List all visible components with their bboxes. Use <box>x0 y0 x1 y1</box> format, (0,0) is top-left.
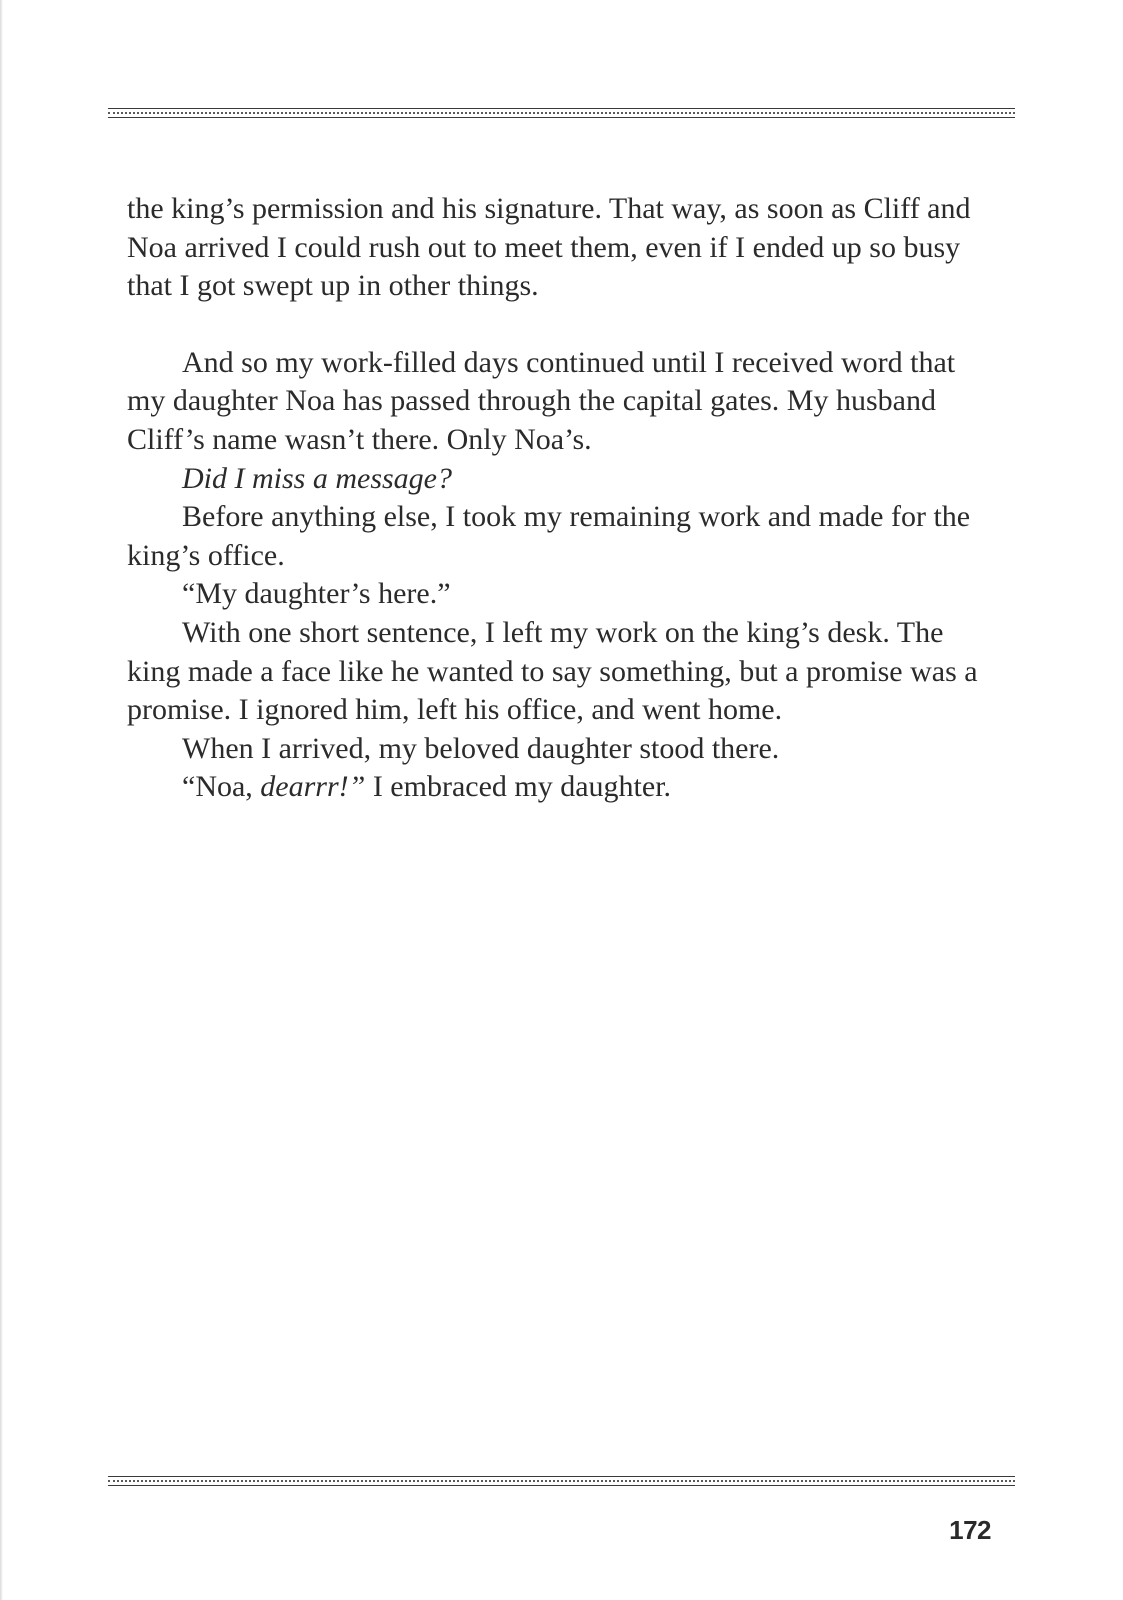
paragraph-8-before: “Noa, <box>182 770 261 804</box>
paragraph-6-line-2: king made a face like he wanted to say something, but a promise was a <box>127 654 978 688</box>
paragraph-6 <box>127 614 1007 730</box>
paragraph-1-line-3: that I got swept up in other things. <box>127 269 539 303</box>
footer-rule-line-top <box>108 1476 1015 1477</box>
paragraph-1 <box>127 190 1007 306</box>
paragraph-8-after: I embraced my daughter. <box>365 770 672 804</box>
header-rule-dots <box>108 112 1015 114</box>
footer-ornamental-rule <box>108 1476 1015 1486</box>
header-rule-line-top <box>108 108 1015 109</box>
paragraph-4 <box>127 498 1007 575</box>
header-ornamental-rule <box>108 108 1015 118</box>
paragraph-2-line-2: my daughter Noa has passed through the capital gates. My husband <box>127 384 936 418</box>
footer-rule-line-bottom <box>108 1485 1015 1486</box>
page-number: 172 <box>949 1515 991 1545</box>
paragraph-1-line-1: the king’s permission and his signature. That way, as soon as Cliff and <box>127 192 971 225</box>
body-text <box>127 190 1007 807</box>
paragraph-4-line-2: king’s office. <box>127 538 285 572</box>
paragraph-2 <box>127 344 1007 460</box>
paragraph-2-line-1: And so my work-filled days continued until I received word that <box>182 345 956 379</box>
paragraph-8-italic: dearrr!” <box>260 770 366 804</box>
paragraph-7: When I arrived, my beloved daughter stood there. <box>182 731 780 765</box>
paragraph-4-line-1: Before anything else, I took my remaining work and made for the <box>182 500 971 534</box>
paragraph-6-line-3: promise. I ignored him, left his office, and went home. <box>127 693 783 727</box>
header-rule-line-bottom <box>108 117 1015 118</box>
paragraph-5-dialogue: “My daughter’s here.” <box>182 577 451 611</box>
paragraph-3-inner-thought: Did I miss a message? <box>182 461 452 495</box>
paragraph-2-line-3: Cliff’s name wasn’t there. Only Noa’s. <box>127 422 592 456</box>
paragraph-6-line-1: With one short sentence, I left my work on the king’s desk. The <box>182 615 944 649</box>
page-left-edge-shadow <box>0 0 3 1600</box>
paragraph-8-dialogue <box>127 768 1007 807</box>
paragraph-1-line-2: Noa arrived I could rush out to meet them, even if I ended up so busy <box>127 230 961 264</box>
footer-rule-dots <box>108 1480 1015 1482</box>
